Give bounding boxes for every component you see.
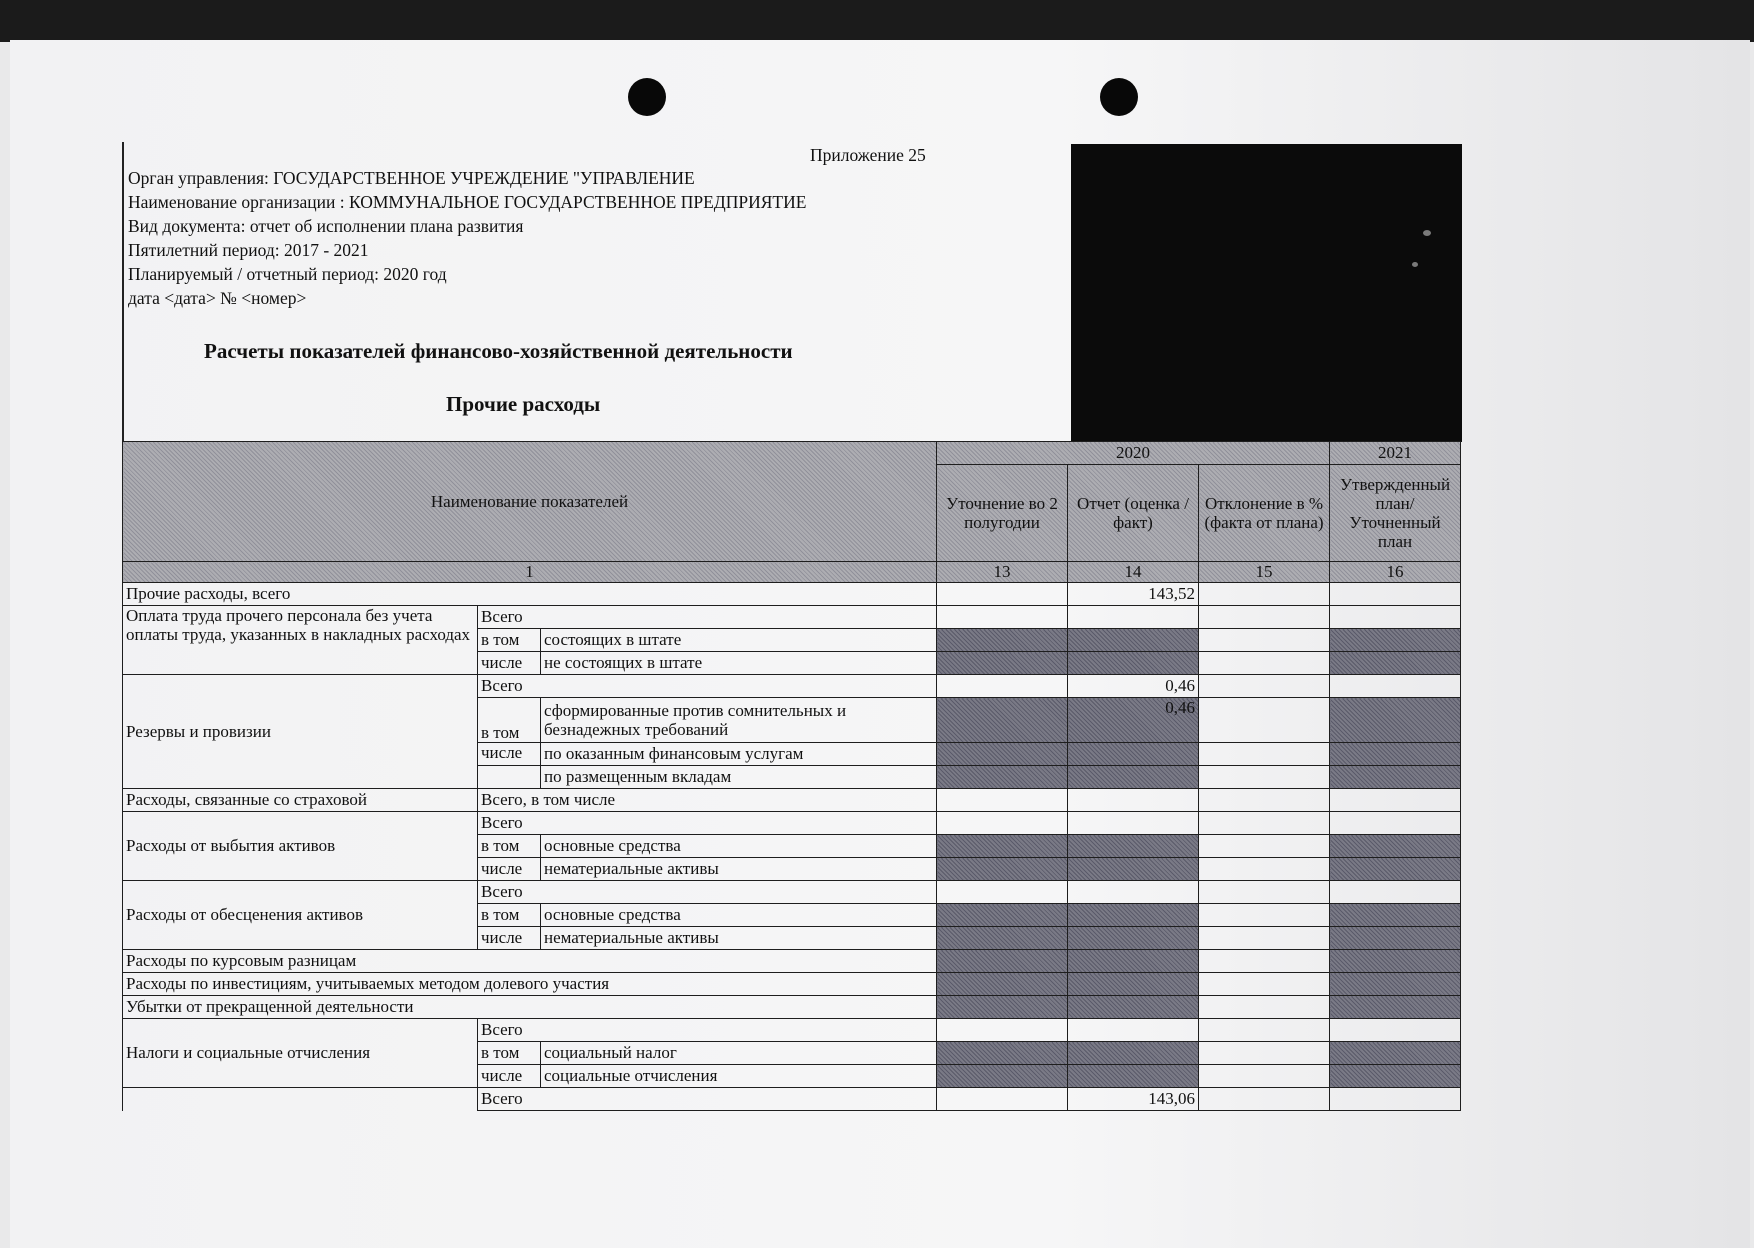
shaded-cell — [1330, 652, 1461, 675]
row-label: Прочие расходы, всего — [123, 583, 937, 606]
sub-label: состоящих в штате — [541, 629, 937, 652]
cell — [937, 606, 1068, 629]
row-label: Расходы по инвестициям, учитываемых методом долевого участия — [123, 973, 937, 996]
punch-hole-left — [628, 78, 666, 116]
shaded-cell — [1330, 629, 1461, 652]
shaded-cell — [937, 835, 1068, 858]
cell-value: 143,06 — [1068, 1088, 1199, 1111]
shaded-cell — [1330, 950, 1461, 973]
scanner-top-band — [0, 0, 1754, 42]
shaded-cell — [1068, 927, 1199, 950]
sub-label: числе — [478, 1065, 541, 1088]
sub-label: Всего — [478, 1088, 937, 1111]
row-label: Расходы, связанные со страховой — [123, 789, 478, 812]
row-label: Расходы от обесценения активов — [123, 881, 478, 950]
cell — [1330, 812, 1461, 835]
cell — [1199, 675, 1330, 698]
sub-label: Всего — [478, 675, 937, 698]
column-numbers-row — [123, 562, 1461, 583]
sub-label: в том — [478, 835, 541, 858]
cell — [937, 1019, 1068, 1042]
indicator-header: Наименование показателей — [123, 442, 937, 562]
cell — [1068, 1019, 1199, 1042]
shaded-cell — [937, 1065, 1068, 1088]
cell — [1199, 789, 1330, 812]
sub-label: в том — [478, 698, 541, 743]
cell — [1199, 743, 1330, 766]
col-13-header: Уточнение во 2 полугодии — [937, 465, 1068, 562]
cell — [1199, 904, 1330, 927]
shaded-cell — [937, 904, 1068, 927]
row-label: Оплата труда прочего персонала без учета оплаты труда, указанных в накладных расходах — [123, 606, 478, 675]
table-row — [123, 973, 1461, 996]
row-label: Убытки от прекращенной деятельности — [123, 996, 937, 1019]
cell — [1330, 583, 1461, 606]
shaded-cell — [1068, 904, 1199, 927]
expenses-table — [122, 441, 1461, 1111]
scan-speck — [1423, 230, 1431, 236]
shaded-cell — [1330, 1065, 1461, 1088]
appendix-label: Приложение 25 — [810, 145, 926, 165]
cell — [937, 812, 1068, 835]
shaded-cell — [1330, 1042, 1461, 1065]
sub-label: социальные отчисления — [541, 1065, 937, 1088]
header-line-organization: Наименование организации : КОММУНАЛЬНОЕ ГОСУДАРСТВЕННОЕ ПРЕДПРИЯТИЕ — [128, 192, 807, 212]
sub-label: числе — [478, 652, 541, 675]
shaded-cell — [1068, 1065, 1199, 1088]
cell — [1199, 1065, 1330, 1088]
cell — [937, 1088, 1068, 1111]
cell — [1068, 881, 1199, 904]
shaded-cell — [937, 927, 1068, 950]
row-label: Налоги и социальные отчисления — [123, 1019, 478, 1088]
sub-label: основные средства — [541, 835, 937, 858]
cell — [478, 766, 541, 789]
table-row — [123, 881, 1461, 904]
shaded-cell — [1330, 835, 1461, 858]
shaded-cell — [1068, 766, 1199, 789]
cell-value: 0,46 — [1068, 675, 1199, 698]
cell — [1199, 812, 1330, 835]
sub-label: по оказанным финансовым услугам — [541, 743, 937, 766]
sub-label: в том — [478, 904, 541, 927]
shaded-cell — [1068, 835, 1199, 858]
sub-label: Всего — [478, 1019, 937, 1042]
shaded-cell — [937, 766, 1068, 789]
table-row — [123, 606, 1461, 629]
cell — [1199, 950, 1330, 973]
shaded-cell — [1068, 950, 1199, 973]
header-line-report-period: Планируемый / отчетный период: 2020 год — [128, 264, 447, 284]
cell — [1199, 927, 1330, 950]
shaded-cell — [1068, 652, 1199, 675]
punch-hole-right — [1100, 78, 1138, 116]
cell — [1199, 835, 1330, 858]
cell — [937, 881, 1068, 904]
shaded-cell — [1068, 996, 1199, 1019]
col-number: 1 — [123, 562, 937, 583]
sub-label: Всего — [478, 812, 937, 835]
cell — [1199, 881, 1330, 904]
cell — [1330, 1019, 1461, 1042]
cell — [937, 789, 1068, 812]
col-number: 16 — [1330, 562, 1461, 583]
shaded-cell — [937, 698, 1068, 743]
shaded-cell — [937, 1042, 1068, 1065]
sub-label: основные средства — [541, 904, 937, 927]
shaded-cell — [1330, 858, 1461, 881]
cell — [1199, 698, 1330, 743]
cell — [1199, 1088, 1330, 1111]
row-label-cut — [123, 1088, 478, 1111]
col-14-header: Отчет (оценка / факт) — [1068, 465, 1199, 562]
cell-value: 143,52 — [1068, 583, 1199, 606]
sub-label: в том — [478, 629, 541, 652]
cell — [1068, 812, 1199, 835]
sub-label: числе — [478, 743, 541, 766]
shaded-cell — [1330, 973, 1461, 996]
table-header-row — [123, 442, 1461, 465]
sub-label: сформированные против сомнительных и безнадежных требований — [541, 698, 937, 743]
sub-label: числе — [478, 858, 541, 881]
cell — [937, 583, 1068, 606]
shaded-cell — [937, 629, 1068, 652]
year-2020-header: 2020 — [937, 442, 1330, 465]
table-row — [123, 583, 1461, 606]
cell — [1330, 606, 1461, 629]
sub-label: по размещенным вкладам — [541, 766, 937, 789]
shaded-cell — [1068, 1042, 1199, 1065]
cell — [1199, 652, 1330, 675]
sub-label: числе — [478, 927, 541, 950]
table-row — [123, 789, 1461, 812]
sub-label: Всего, в том числе — [478, 789, 937, 812]
header-line-period: Пятилетний период: 2017 - 2021 — [128, 240, 369, 260]
year-2021-header: 2021 — [1330, 442, 1461, 465]
shaded-cell — [937, 996, 1068, 1019]
shaded-cell — [1330, 743, 1461, 766]
cell — [1330, 789, 1461, 812]
cell-value: 0,46 — [1068, 698, 1199, 743]
scan-speck — [1412, 262, 1418, 267]
shaded-cell — [937, 973, 1068, 996]
table-row — [123, 1088, 1461, 1111]
shaded-cell — [937, 652, 1068, 675]
col-number: 13 — [937, 562, 1068, 583]
cell — [1068, 789, 1199, 812]
shaded-cell — [1330, 904, 1461, 927]
cell — [1199, 629, 1330, 652]
sub-label: Всего — [478, 606, 937, 629]
shaded-cell — [1330, 996, 1461, 1019]
row-label: Расходы по курсовым разницам — [123, 950, 937, 973]
col-number: 14 — [1068, 562, 1199, 583]
cell — [937, 675, 1068, 698]
cell — [1068, 606, 1199, 629]
shaded-cell — [1068, 743, 1199, 766]
col-15-header: Отклонение в % (факта от плана) — [1199, 465, 1330, 562]
shaded-cell — [1330, 927, 1461, 950]
shaded-cell — [1068, 973, 1199, 996]
col-number: 15 — [1199, 562, 1330, 583]
shaded-cell — [1330, 698, 1461, 743]
row-label: Расходы от выбытия активов — [123, 812, 478, 881]
col-16-header: Утвержденный план/Уточненный план — [1330, 465, 1461, 562]
sub-label: Всего — [478, 881, 937, 904]
table-row — [123, 1019, 1461, 1042]
row-label: Резервы и провизии — [123, 675, 478, 789]
redacted-block — [1071, 144, 1462, 442]
cell — [1330, 881, 1461, 904]
shaded-cell — [1330, 766, 1461, 789]
shaded-cell — [937, 858, 1068, 881]
cell — [1330, 675, 1461, 698]
table-row — [123, 675, 1461, 698]
table-row — [123, 996, 1461, 1019]
cell — [1199, 1042, 1330, 1065]
sub-label: нематериальные активы — [541, 927, 937, 950]
shaded-cell — [1068, 629, 1199, 652]
document-subtitle: Прочие расходы — [446, 392, 601, 416]
sub-label: нематериальные активы — [541, 858, 937, 881]
cell — [1199, 766, 1330, 789]
cell — [1199, 583, 1330, 606]
cell — [1199, 1019, 1330, 1042]
table-row — [123, 950, 1461, 973]
header-line-date: дата <дата> № <номер> — [128, 288, 307, 308]
cell — [1199, 973, 1330, 996]
left-border-line — [122, 142, 124, 442]
header-line-doc-type: Вид документа: отчет об исполнении плана развития — [128, 216, 524, 236]
shaded-cell — [1068, 858, 1199, 881]
cell — [1199, 606, 1330, 629]
cell — [1199, 858, 1330, 881]
shaded-cell — [937, 950, 1068, 973]
cell — [1199, 996, 1330, 1019]
cell — [1330, 1088, 1461, 1111]
table-row — [123, 812, 1461, 835]
sub-label: не состоящих в штате — [541, 652, 937, 675]
header-line-authority: Орган управления: ГОСУДАРСТВЕННОЕ УЧРЕЖДЕНИЕ "УПРАВЛЕНИЕ — [128, 168, 695, 188]
sub-label: социальный налог — [541, 1042, 937, 1065]
document-title: Расчеты показателей финансово-хозяйственной деятельности — [204, 339, 793, 363]
shaded-cell — [937, 743, 1068, 766]
sub-label: в том — [478, 1042, 541, 1065]
